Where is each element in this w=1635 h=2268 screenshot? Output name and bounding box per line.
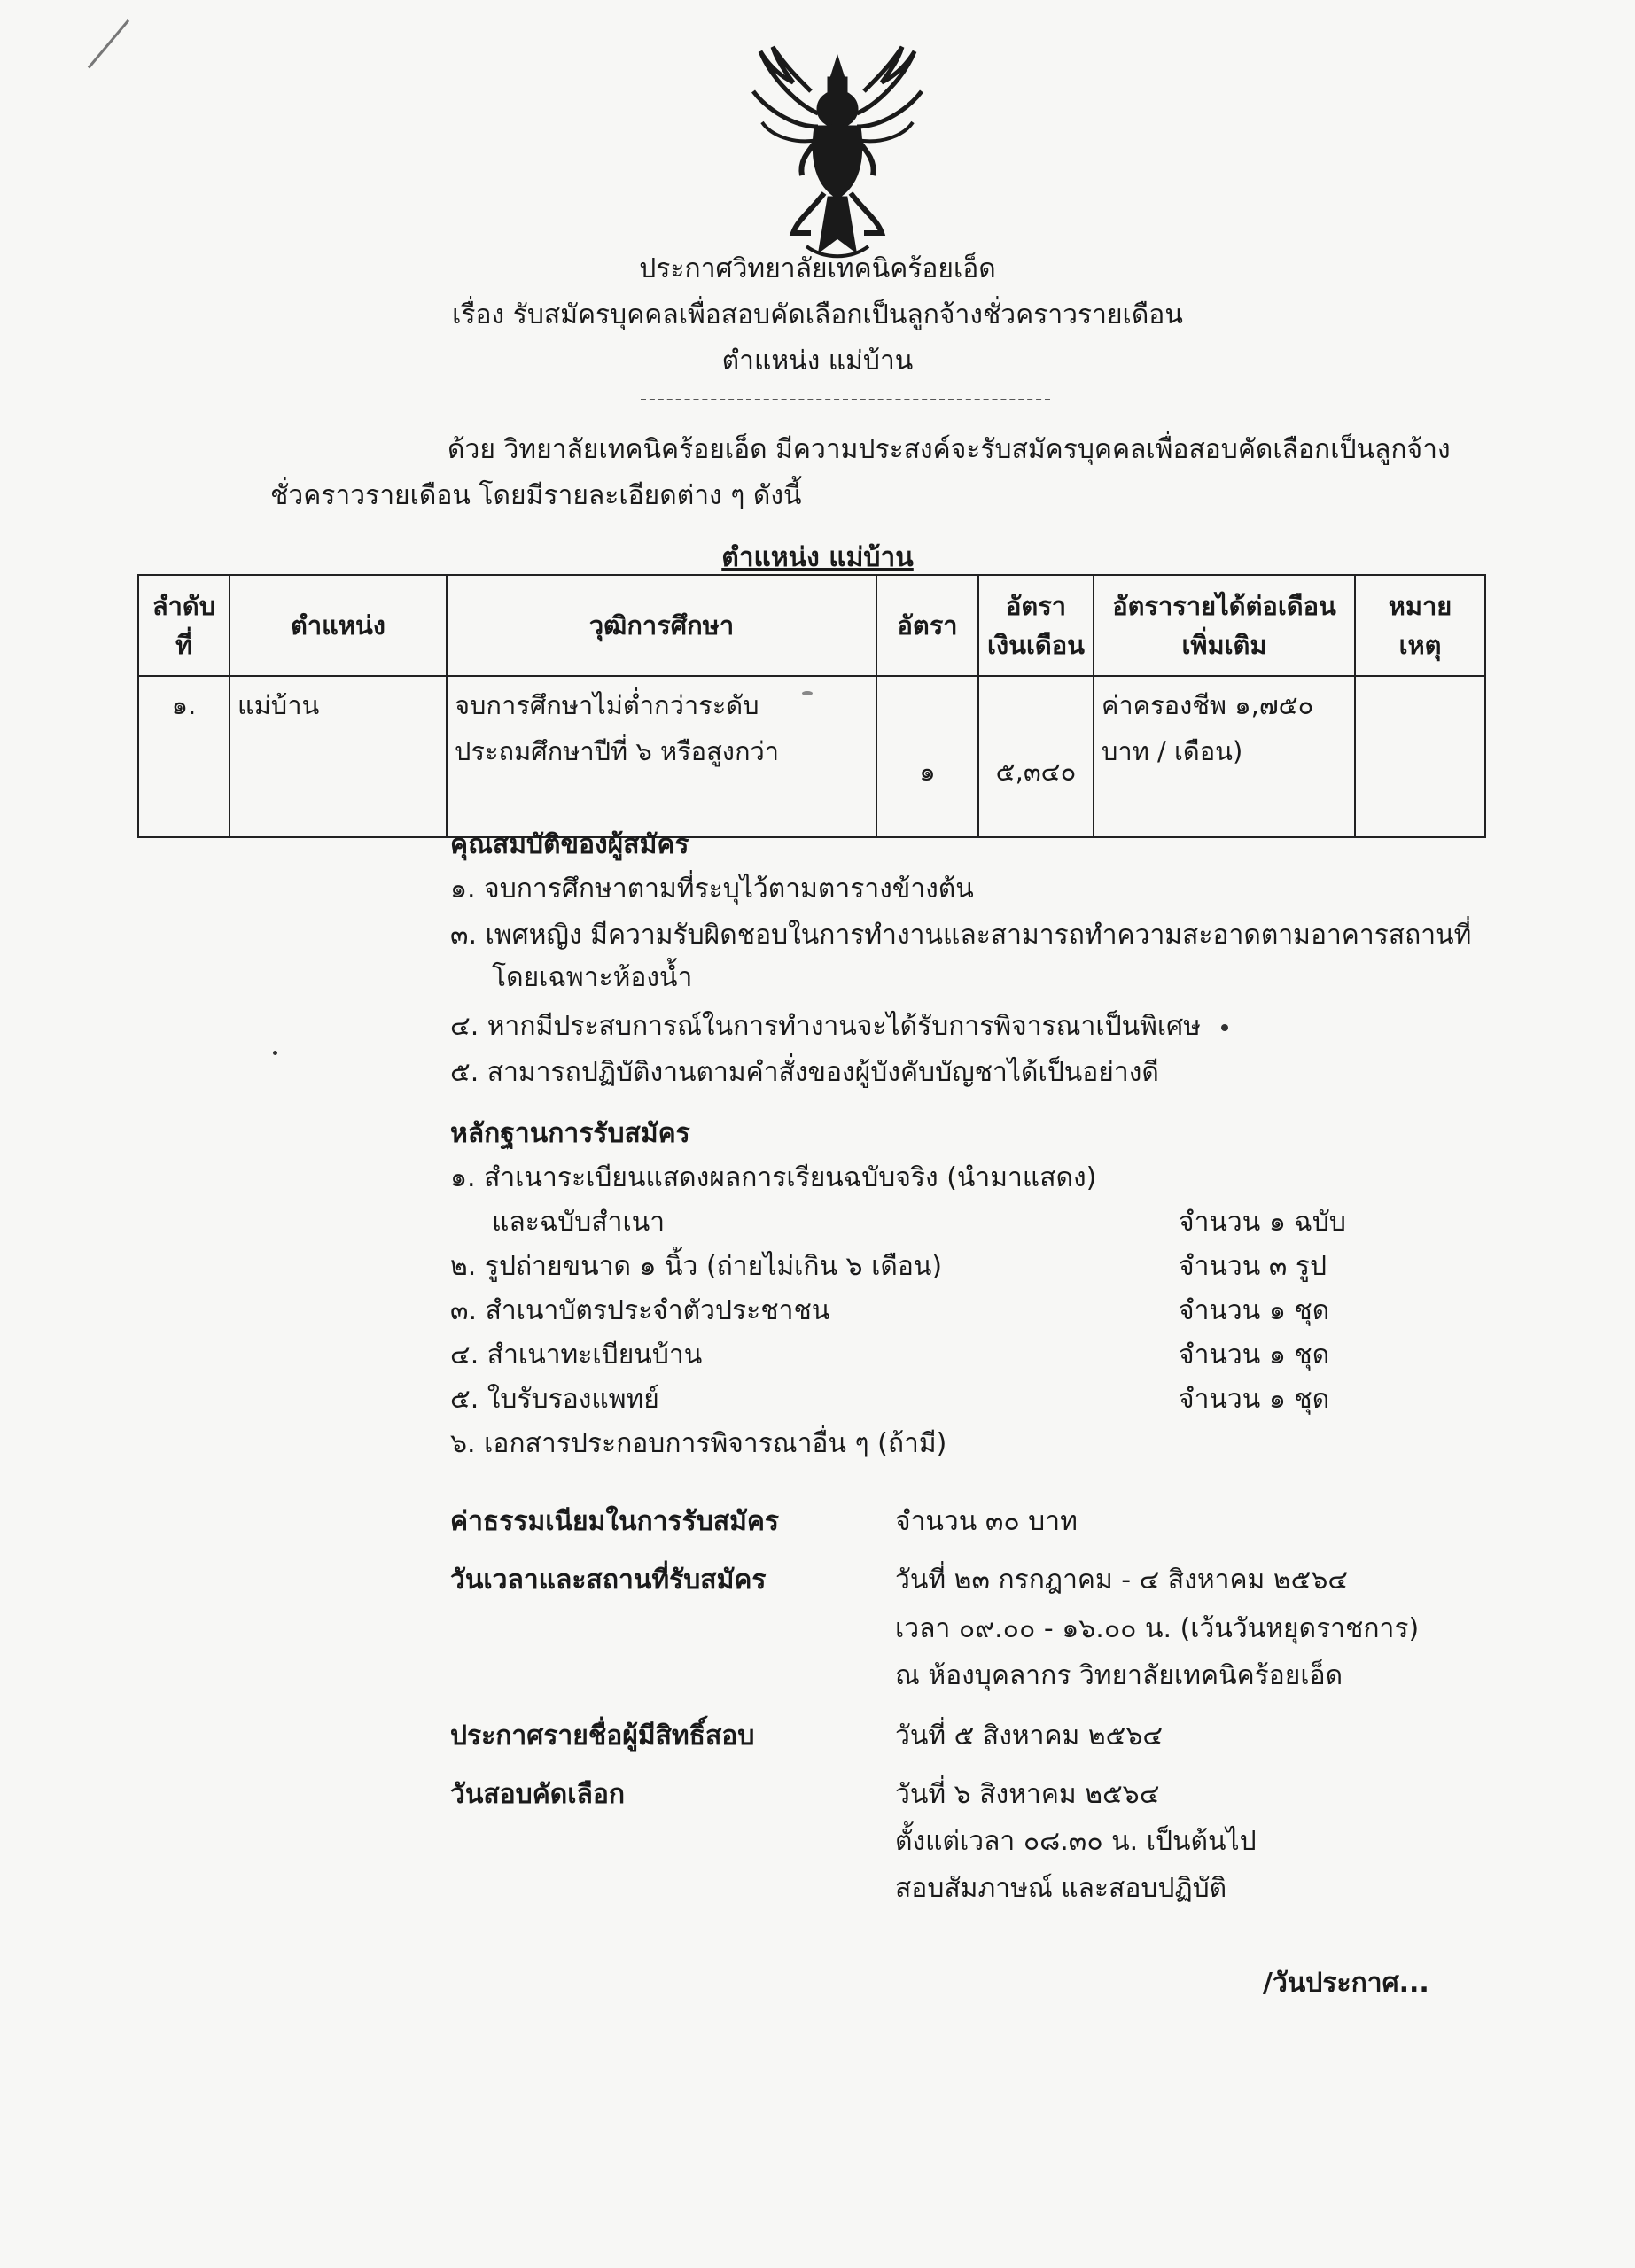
exam-time: ตั้งแต่เวลา ๐๘.๓๐ น. เป็นต้นไป [895,1826,1257,1857]
document-item-cont: และฉบับสำเนา [492,1207,666,1238]
document-qty: จำนวน ๑ ชุด [1179,1295,1330,1326]
document-qty: จำนวน ๑ ชุด [1179,1340,1330,1371]
qualification-item: ๔. หากมีประสบการณ์ในการทำงานจะได้รับการพิจารณาเป็นพิเศษ [450,1011,1202,1042]
cell-remark [1355,676,1485,837]
col-header-salary: อัตรา เงินเดือน [978,575,1094,676]
cell-position: แม่บ้าน [230,676,447,837]
exam-date: วันที่ ๖ สิงหาคม ๒๕๖๔ [895,1779,1160,1810]
table-header-row [138,575,1485,676]
apply-date: วันที่ ๒๓ กรกฎาคม - ๔ สิงหาคม ๒๕๖๔ [895,1565,1349,1596]
cell-order: ๑. [138,676,230,837]
qualification-item-cont: โดยเฉพาะห้องน้ำ [492,962,693,993]
announcement-subject: เรื่อง รับสมัครบุคคลเพื่อสอบคัดเลือกเป็นลูกจ้างชั่วคราวรายเดือน [452,299,1183,330]
document-qty: จำนวน ๓ รูป [1179,1251,1327,1282]
document-item: ๕. ใบรับรองแพทย์ [450,1384,659,1415]
scan-speck [273,1051,277,1055]
table-title: ตำแหน่ง แม่บ้าน [721,542,914,573]
cell-salary: ๕,๓๔๐ [978,676,1094,837]
qualifications-title: คุณสมบัติของผู้สมัคร [450,829,689,860]
col-header-remark: หมาย เหตุ [1355,575,1485,676]
intro-line-1: ด้วย วิทยาลัยเทคนิคร้อยเอ็ด มีความประสงค์จะรับสมัครบุคคลเพื่อสอบคัดเลือกเป็นลูกจ้าง [448,434,1451,465]
col-header-order: ลำดับ ที่ [138,575,230,676]
document-item: ๖. เอกสารประกอบการพิจารณาอื่น ๆ (ถ้ามี) [450,1428,947,1459]
col-header-position: ตำแหน่ง [230,575,447,676]
document-item: ๓. สำเนาบัตรประจำตัวประชาชน [450,1295,830,1326]
document-qty: จำนวน ๑ ชุด [1179,1384,1330,1415]
announcement-title: ประกาศวิทยาลัยเทคนิคร้อยเอ็ด [639,253,996,284]
fee-value: จำนวน ๓๐ บาท [895,1506,1078,1537]
cell-education: จบการศึกษาไม่ต่ำกว่าระดับ ประถมศึกษาปีที่ ๖ หรือสูงกว่า [447,676,876,837]
exam-type: สอบสัมภาษณ์ และสอบปฏิบัติ [895,1873,1227,1904]
announce-label: ประกาศรายชื่อผู้มีสิทธิ์สอบ [450,1720,755,1751]
announce-date: วันที่ ๕ สิงหาคม ๒๕๖๔ [895,1720,1164,1751]
fee-label: ค่าธรรมเนียมในการรับสมัคร [450,1506,780,1537]
apply-time: เวลา ๐๙.๐๐ - ๑๖.๐๐ น. (เว้นวันหยุดราชการ) [895,1613,1420,1644]
continued-marker: /วันประกาศ... [1263,1968,1429,1999]
qualification-item: ๓. เพศหญิง มีความรับผิดชอบในการทำงานและสามารถทำความสะอาดตามอาคารสถานที่ [450,920,1472,951]
position-table [137,574,1486,838]
document-item: ๒. รูปถ่ายขนาด ๑ นิ้ว (ถ่ายไม่เกิน ๖ เดือน) [450,1251,943,1282]
pen-mark [88,19,129,69]
documents-title: หลักฐานการรับสมัคร [450,1118,690,1149]
table-row [138,676,1485,837]
document-item: ๑. สำเนาระเบียนแสดงผลการเรียนฉบับจริง (นำมาแสดง) [450,1162,1097,1193]
col-header-count: อัตรา [876,575,978,676]
scan-speck [802,691,813,695]
apply-place: ณ ห้องบุคลากร วิทยาลัยเทคนิคร้อยเอ็ด [895,1660,1343,1691]
scan-speck [1221,1024,1228,1031]
exam-label: วันสอบคัดเลือก [450,1779,626,1810]
qualification-item: ๕. สามารถปฏิบัติงานตามคำสั่งของผู้บังคับบัญชาได้เป็นอย่างดี [450,1057,1159,1088]
divider [641,399,1050,400]
intro-line-2: ชั่วคราวรายเดือน โดยมีรายละเอียดต่าง ๆ ดังนี้ [270,480,802,511]
document-item: ๔. สำเนาทะเบียนบ้าน [450,1340,703,1371]
document-qty: จำนวน ๑ ฉบับ [1179,1207,1346,1238]
qualification-item: ๑. จบการศึกษาตามที่ระบุไว้ตามตารางข้างต้น [450,874,974,905]
garuda-emblem-icon [744,43,930,264]
col-header-additional: อัตรารายได้ต่อเดือน เพิ่มเติม [1094,575,1355,676]
cell-count: ๑ [876,676,978,837]
announcement-position: ตำแหน่ง แม่บ้าน [721,346,914,377]
apply-label: วันเวลาและสถานที่รับสมัคร [450,1565,767,1596]
cell-additional: ค่าครองชีพ ๑,๗๕๐ บาท / เดือน) [1094,676,1355,837]
col-header-education: วุฒิการศึกษา [447,575,876,676]
